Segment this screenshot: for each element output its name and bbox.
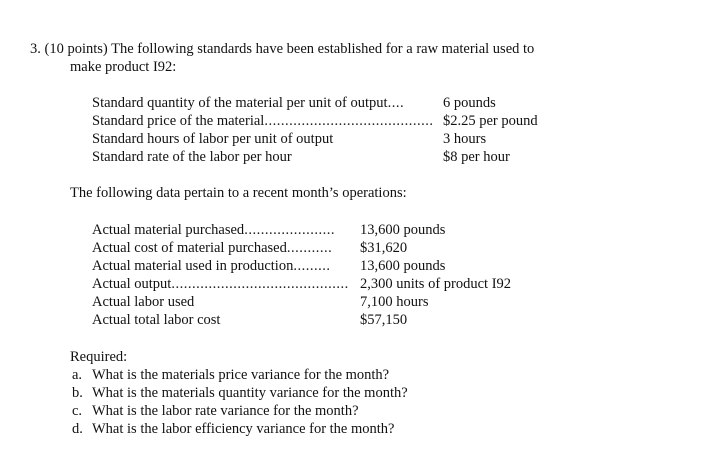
actuals-value: $57,150	[360, 312, 408, 328]
required-heading: Required:	[70, 349, 128, 365]
actuals-value: $31,620	[360, 240, 408, 256]
standards-row	[92, 94, 404, 112]
required-item-letter: b.	[72, 385, 83, 401]
question-number: 3.	[30, 41, 41, 57]
standards-value: 6 pounds	[443, 95, 496, 111]
required-item-letter: d.	[72, 421, 83, 437]
actuals-value: 2,300 units of product I92	[360, 276, 512, 292]
actuals-label: Actual material used in production	[92, 258, 294, 274]
required-item-text: What is the labor rate variance for the month?	[92, 403, 359, 419]
standards-row	[92, 130, 333, 148]
required-item-text: What is the materials price variance for the month?	[92, 367, 390, 383]
question-intro-line1: The following standards have been established for a raw material used to	[111, 41, 535, 57]
actuals-row	[92, 239, 332, 257]
required-item	[72, 402, 359, 420]
question-intro-line2: make product I92:	[70, 59, 177, 75]
actuals-label: Actual labor used	[92, 294, 195, 310]
required-item-text: What is the materials quantity variance for the month?	[92, 385, 408, 401]
dot-leader: .........	[293, 258, 331, 274]
actuals-label: Actual output	[92, 276, 172, 292]
actuals-row	[92, 257, 330, 275]
required-item-letter: c.	[72, 403, 83, 419]
required-item	[72, 420, 395, 438]
standards-value: $2.25 per pound	[443, 113, 538, 129]
dot-leader: ...........	[286, 240, 333, 256]
standards-label: Standard quantity of the material per unit of output	[92, 95, 388, 111]
actuals-row	[92, 293, 194, 311]
question-points: (10 points)	[44, 41, 108, 57]
actuals-label: Actual material purchased	[92, 222, 245, 238]
required-item-text: What is the labor efficiency variance for the month?	[92, 421, 395, 437]
actuals-value: 13,600 pounds	[360, 258, 446, 274]
dot-leader: ....	[387, 95, 405, 111]
standards-label: Standard price of the material	[92, 113, 265, 129]
actuals-row	[92, 311, 220, 329]
actuals-row	[92, 221, 335, 239]
standards-row	[92, 112, 433, 130]
dot-leader: .........................................	[264, 113, 434, 129]
dot-leader: ...........................................	[171, 276, 349, 292]
data-intro: The following data pertain to a recent month’s operations:	[70, 185, 407, 201]
actuals-value: 13,600 pounds	[360, 222, 446, 238]
required-item-letter: a.	[72, 367, 83, 383]
required-item	[72, 366, 389, 384]
actuals-label: Actual total labor cost	[92, 312, 221, 328]
required-item	[72, 384, 408, 402]
standards-row	[92, 148, 292, 166]
actuals-value: 7,100 hours	[360, 294, 429, 310]
dot-leader: ......................	[244, 222, 335, 238]
standards-value: $8 per hour	[443, 149, 510, 165]
standards-label: Standard rate of the labor per hour	[92, 149, 292, 165]
question-header	[30, 40, 534, 58]
standards-label: Standard hours of labor per unit of output	[92, 131, 334, 147]
standards-value: 3 hours	[443, 131, 487, 147]
actuals-label: Actual cost of material purchased	[92, 240, 287, 256]
actuals-row	[92, 275, 349, 293]
